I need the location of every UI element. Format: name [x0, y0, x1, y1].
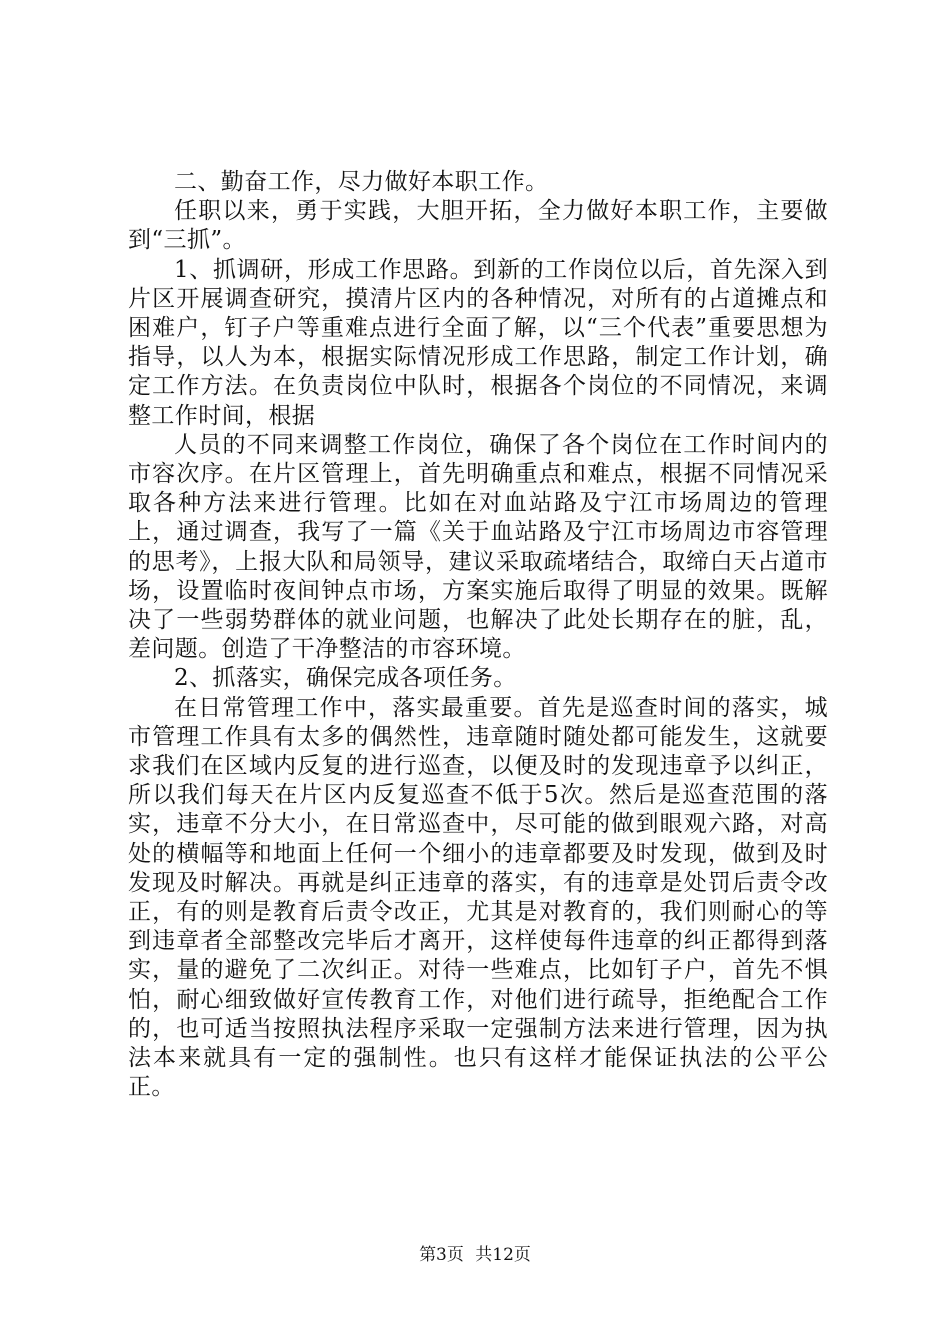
body-paragraph: 2、抓落实，确保完成各项任务。 [174, 665, 517, 692]
section-heading: 二、勤奋工作，尽力做好本职工作。 [174, 169, 549, 195]
page-total: 共12页 [475, 1245, 531, 1265]
page-number: 第3页 [419, 1245, 464, 1265]
body-paragraph: 任职以来，勇于实践，大胆开拓，全力做好本职工作，主要做到“三抓”。 [128, 198, 828, 254]
body-paragraph: 在日常管理工作中，落实最重要。首先是巡查时间的落实，城市管理工作具有太多的偶然性，违章随时随处都可能发生，这就要求我们在区域内反复的进行巡查，以便及时的发现违章予以纠正，所以我们每天在片区内反复巡查不低于5次。然后是巡查范围的落实，违章不分大小，在日常巡查中，尽可能的做到眼观六路，对高处的横幅等和地面上任何一个细小的违章都要及时发现，做到及时发现及时解决。再就是纠正违章的落实，有的违章是处罚后责令改正，有的则是教育后责令改正，尤其是对教育的，我们则耐心的等到违章者全部整改完毕后才离开，这样使每件违章的纠正都得到落实，量的避免了二次纠正。对待一些难点，比如钉子户，首先不惧怕，耐心细致做好宣传教育工作，对他们进行疏导，拒绝配合工作的，也可适当按照执法程序采取一定强制方法来进行管理，因为执法本来就具有一定的强制性。也只有这样才能保证执法的公平公正。 [128, 694, 828, 1101]
body-paragraph: 人员的不同来调整工作岗位，确保了各个岗位在工作时间内的市容次序。在片区管理上，首先明确重点和难点，根据不同情况采取各种方法来进行管理。比如在对血站路及宁江市场周边的管理上，通过调查，我写了一篇《关于血站路及宁江市场周边市容管理的思考》，上报大队和局领导，建议采取疏堵结合，取缔白天占道市场，设置临时夜间钟点市场，方案实施后取得了明显的效果。既解决了一些弱势群体的就业问题，也解决了此处长期存在的脏，乱，差问题。创造了干净整洁的市容环境。 [128, 431, 828, 663]
page-footer [0, 1243, 950, 1267]
document-body [128, 168, 828, 1103]
body-paragraph: 1、抓调研，形成工作思路。到新的工作岗位以后，首先深入到片区开展调查研究，摸清片区内的各种情况，对所有的占道摊点和困难户，钉子户等重难点进行全面了解，以“三个代表”重要思想为指导，以人为本，根据实际情况形成工作思路，制定工作计划，确定工作方法。在负责岗位中队时，根据各个岗位的不同情况，来调整工作时间，根据 [128, 256, 828, 429]
